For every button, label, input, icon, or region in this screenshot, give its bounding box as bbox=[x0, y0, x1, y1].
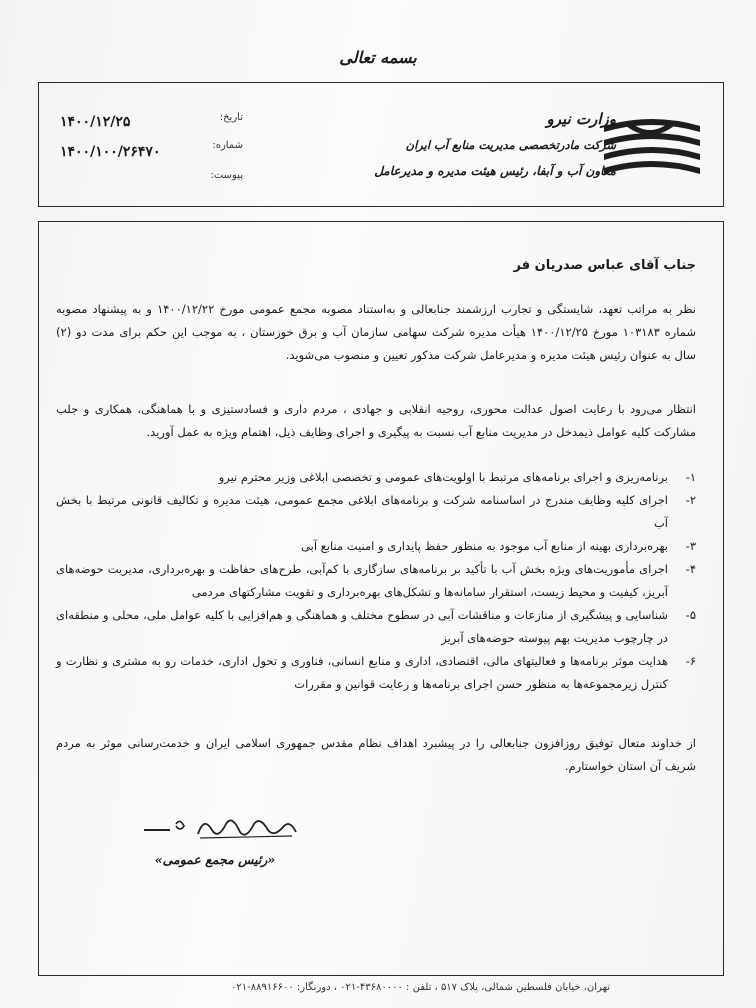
item-number: ۳- bbox=[685, 539, 696, 553]
date-label: تاریخ: bbox=[219, 112, 243, 123]
item-text: شناسایی و پیشگیری از منازعات و مناقشات آبی در سطوح مختلف و هماهنگی و هم‌افزایی با کلیه عوامل ملی، محلی و منطقه‌ای در چارچوب مدیریت بهم پیوسته حوضه‌های آبریز bbox=[56, 608, 668, 645]
item-text: برنامه‌ریزی و اجرای برنامه‌های مرتبط با اولویت‌های عمومی و تخصصی ابلاغی وزیر محترم نیرو bbox=[218, 470, 668, 484]
list-item bbox=[56, 558, 696, 604]
handwritten-signature-icon bbox=[140, 810, 300, 846]
addressee: جناب آقای عباس صدریان فر bbox=[513, 258, 696, 273]
number-label: شماره: bbox=[212, 140, 243, 151]
duties-list bbox=[56, 466, 696, 696]
date-value: ۱۴۰۰/۱۲/۲۵ bbox=[60, 114, 131, 130]
paragraph-1: نظر به مراتب تعهد، شایستگی و تجارب ارزشمند جنابعالی و به‌استناد مصوبه مجمع عمومی مورخ ۱۴۰۰/۱۲/۲۲ و به پیشنهاد مصوبه شماره ۱۰۳۱۸۳ مورخ ۱۴۰۰/۱۲/۲۵ هیأت مدیره شرکت سهامی سازمان آب و برق خوزستان ، به موجب این حکم برای مدت دو (۲) سال به عنوان رئیس هیئت مدیره و مدیرعامل شرکت مذکور تعیین و منصوب می‌شوید. bbox=[56, 302, 697, 362]
list-item bbox=[56, 466, 696, 489]
bismillah-heading: بسمه تعالی bbox=[339, 48, 417, 67]
ministry-name: وزارت نیرو bbox=[546, 110, 616, 128]
item-number: ۶- bbox=[685, 654, 696, 668]
item-number: ۴- bbox=[685, 562, 696, 576]
footer-address: تهران، خیابان فلسطین شمالی، پلاک ۵۱۷ ، تلفن : ۴۳۶۸۰۰۰۰-۰۲۱ ، دورنگار: ۸۸۹۱۶۶۰۰-۰۲۱ bbox=[231, 982, 610, 993]
list-item bbox=[56, 535, 696, 558]
signatory-title: «رئیس مجمع عمومی» bbox=[154, 852, 276, 867]
item-text: هدایت موثر برنامه‌ها و فعالیتهای مالی، اقتصادی، اداری و منابع انسانی، فناوری و تحول اداری، خدمات رو به مشتری و نظارت و کنترل زیرمجموعه‌ها به منظور حسن اجرای برنامه‌ها و رعایت قوانین و مقررات bbox=[56, 654, 668, 691]
list-item bbox=[56, 650, 696, 696]
company-name: شرکت مادرتخصصی مدیریت منابع آب ایران bbox=[405, 138, 616, 152]
paragraph-2: انتظار می‌رود با رعایت اصول عدالت محوری، روحیه انقلابی و جهادی ، مردم داری و فسادستیزی و با هماهنگی، همکاری و جلب مشارکت کلیه عوامل ذیمدخل در مدیریت منابع آب نسبت به پیگیری و اجرای وظایف ذیل، اهتمام ویژه به عمل آورید. bbox=[56, 402, 696, 439]
item-text: اجرای مأموریت‌های ویژه بخش آب با تأکید بر برنامه‌های سازگاری با کم‌آبی، طرح‌های حفاظت و بهره‌برداری، مدیریت حوضه‌های آبریز، کیفیت و محیط زیست، استقرار سامانه‌ها و تشکل‌های بهره‌برداری و تقویت مشارکتهای مردمی bbox=[56, 562, 668, 599]
item-text: بهره‌برداری بهینه از منابع آب موجود به منظور حفظ پایداری و امنیت منابع آبی bbox=[301, 539, 668, 553]
item-number: ۱- bbox=[685, 470, 696, 484]
item-text: اجرای کلیه وظایف مندرج در اساسنامه شرکت و برنامه‌های ابلاغی مجمع عمومی، هیئت مدیره و تکالیف قانونی مرتبط با بخش آب bbox=[56, 493, 668, 530]
list-item bbox=[56, 604, 696, 650]
number-value: ۱۴۰۰/۱۰۰/۲۶۴۷۰ bbox=[60, 144, 161, 160]
item-number: ۵- bbox=[685, 608, 696, 622]
attachment-label: پیوست: bbox=[210, 170, 243, 181]
signatory-position: معاون آب و آبفا، رئیس هیئت مدیره و مدیرعامل bbox=[374, 164, 616, 178]
list-item bbox=[56, 489, 696, 535]
item-number: ۲- bbox=[685, 493, 696, 507]
closing-paragraph: از خداوند متعال توفیق روزافزون جنابعالی را در پیشبرد اهداف نظام مقدس جمهوری اسلامی ایران و خدمت‌رسانی موثر به مردم شریف آن استان خواستارم. bbox=[56, 736, 696, 773]
